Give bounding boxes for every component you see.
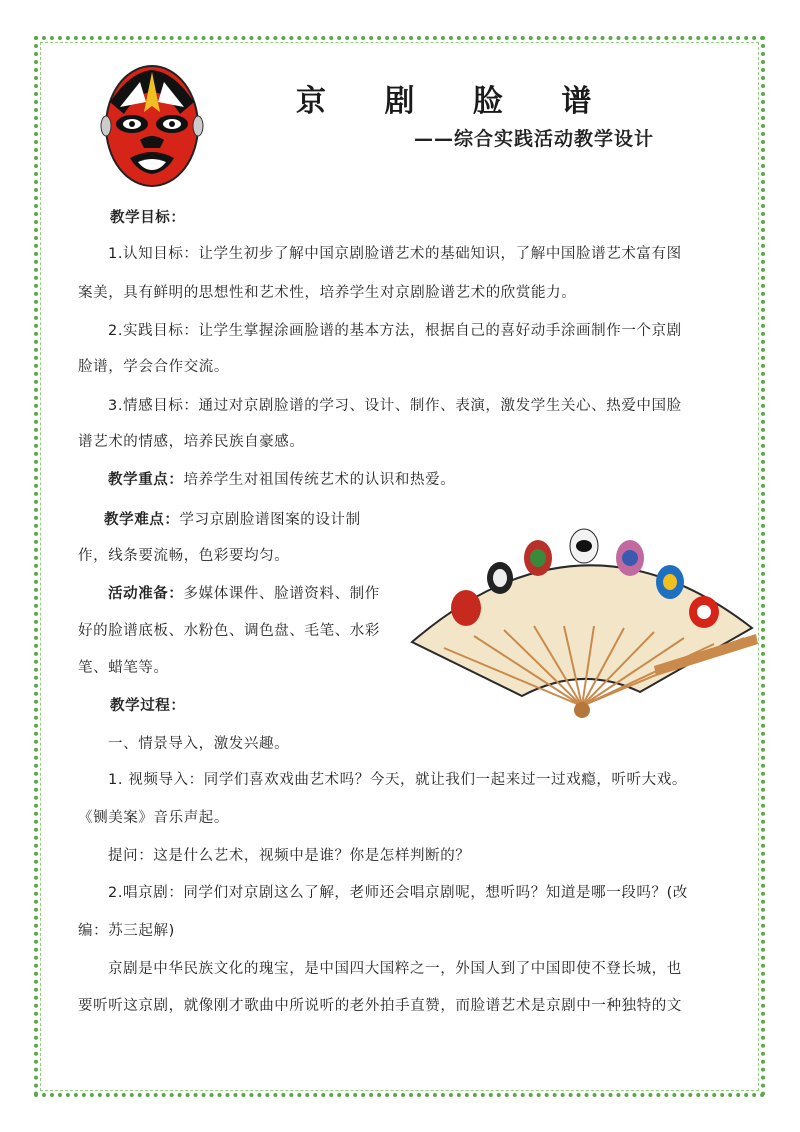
goal-3-line-2: 谱艺术的情感，培养民族自豪感。 (78, 434, 305, 450)
difficulty-line-2: 作，线条要流畅，色彩要均匀。 (78, 548, 290, 564)
prep-line-1 (108, 584, 380, 604)
prep-text-1: 多媒体课件、脸谱资料、制作 (183, 586, 380, 602)
difficulty-text-1: 学习京剧脸谱图案的设计制 (179, 512, 361, 528)
opera-mask-image (100, 62, 204, 192)
prep-line-3: 笔、蜡笔等。 (78, 660, 169, 676)
page-title: 京 剧 脸 谱 (296, 84, 616, 119)
key-point-label: 教学重点： (108, 472, 184, 488)
goal-1-line-2: 案美，具有鲜明的思想性和艺术性，培养学生对京剧脸谱艺术的欣赏能力。 (78, 285, 577, 301)
paragraph-line-1: 京剧是中华民族文化的瑰宝，是中国四大国粹之一，外国人到了中国即使不登长城，也 (108, 961, 682, 977)
question-line: 提问：这是什么艺术，视频中是谁？你是怎样判断的？ (108, 848, 471, 864)
key-point-line (108, 470, 455, 490)
step-1-1-line-2: 《铡美案》音乐声起。 (78, 810, 229, 826)
prep-line-2: 好的脸谱底板、水粉色、调色盘、毛笔、水彩 (78, 623, 380, 639)
step-1-2-line-2: 编：苏三起解) (78, 923, 175, 939)
goal-1-line-1: 1.认知目标：让学生初步了解中国京剧脸谱艺术的基础知识，了解中国脸谱艺术富有图 (108, 246, 682, 262)
opera-fan-image (404, 516, 760, 722)
step-1-heading: 一、情景导入，激发兴趣。 (108, 736, 290, 752)
process-heading: 教学过程： (110, 698, 186, 714)
difficulty-line-1 (104, 510, 361, 530)
goal-2-line-2: 脸谱，学会合作交流。 (78, 359, 229, 375)
paragraph-line-2: 要听听这京剧，就像刚才歌曲中所说听的老外拍手直赞，而脸谱艺术是京剧中一种独特的文 (78, 998, 682, 1014)
goals-heading: 教学目标： (110, 210, 186, 226)
step-1-2-line-1: 2.唱京剧：同学们对京剧这么了解，老师还会唱京剧呢，想听吗？知道是哪一段吗？(改 (108, 885, 688, 901)
prep-label: 活动准备： (108, 586, 184, 602)
difficulty-label: 教学难点： (104, 512, 180, 528)
key-point-text: 培养学生对祖国传统艺术的认识和热爱。 (183, 472, 456, 488)
page-subtitle: ——综合实践活动教学设计 (414, 128, 655, 150)
goal-3-line-1: 3.情感目标：通过对京剧脸谱的学习、设计、制作、表演，激发学生关心、热爱中国脸 (108, 398, 682, 414)
step-1-1-line-1: 1. 视频导入：同学们喜欢戏曲艺术吗？今天，就让我们一起来过一过戏瘾，听听大戏。 (108, 772, 687, 788)
goal-2-line-1: 2.实践目标：让学生掌握涂画脸谱的基本方法，根据自己的喜好动手涂画制作一个京剧 (108, 323, 682, 339)
